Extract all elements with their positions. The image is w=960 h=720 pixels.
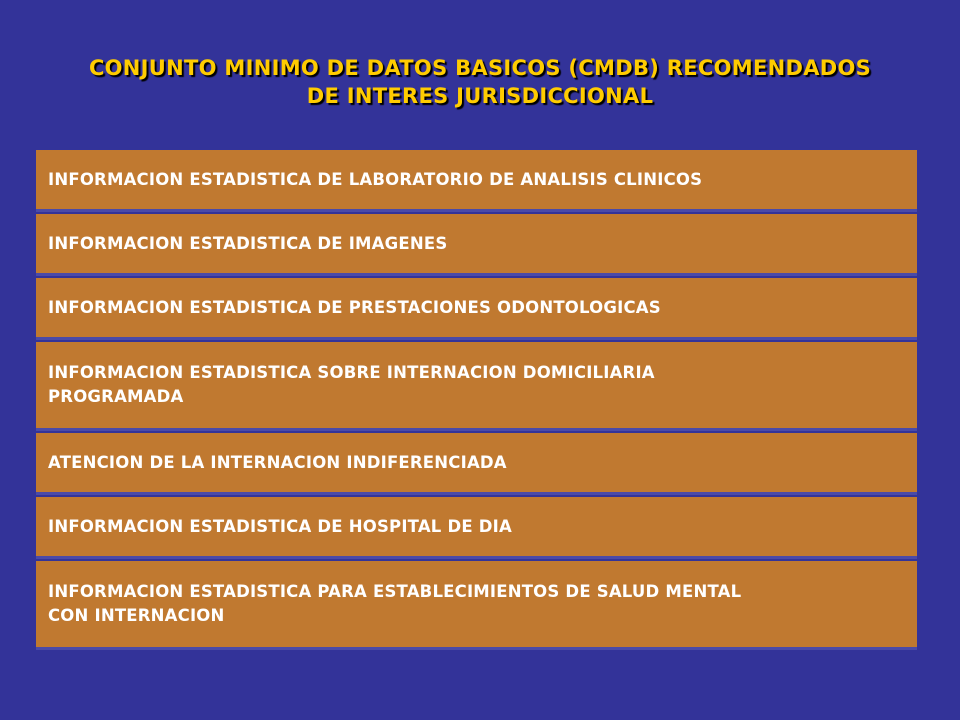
list-item-imagenes [36, 214, 917, 276]
slide-title-line-2: DE INTERES JURISDICCIONAL [306, 84, 654, 108]
list-item-label: INFORMACION ESTADISTICA DE PRESTACIONES ODONTOLOGICAS [48, 297, 661, 317]
list-item-label-line-2: PROGRAMADA [48, 387, 184, 406]
data-set-list [36, 150, 917, 652]
list-item-internacion-indiferenciada [36, 433, 917, 495]
list-item-label: INFORMACION ESTADISTICA DE LABORATORIO DE ANALISIS CLINICOS [48, 169, 703, 189]
list-item-internacion-domiciliaria [36, 342, 917, 431]
list-item-salud-mental [36, 561, 917, 650]
list-item-label [48, 361, 655, 409]
list-item-label: ATENCION DE LA INTERNACION INDIFERENCIADA [48, 452, 507, 472]
list-item-hospital-de-dia [36, 497, 917, 559]
list-item-label-line-1: INFORMACION ESTADISTICA SOBRE INTERNACION DOMICILIARIA [48, 363, 655, 382]
list-item-label [48, 580, 741, 628]
list-item-label: INFORMACION ESTADISTICA DE HOSPITAL DE DIA [48, 516, 512, 536]
list-item-laboratorio [36, 150, 917, 212]
slide-title-line-1: CONJUNTO MINIMO DE DATOS BASICOS (CMDB) RECOMENDADOS [88, 56, 872, 80]
list-item-label: INFORMACION ESTADISTICA DE IMAGENES [48, 233, 448, 253]
list-item-label-line-1: INFORMACION ESTADISTICA PARA ESTABLECIMIENTOS DE SALUD MENTAL [48, 582, 742, 601]
list-item-label-line-2: CON INTERNACION [48, 606, 225, 625]
list-item-odontologicas [36, 278, 917, 340]
slide-title [0, 54, 960, 110]
